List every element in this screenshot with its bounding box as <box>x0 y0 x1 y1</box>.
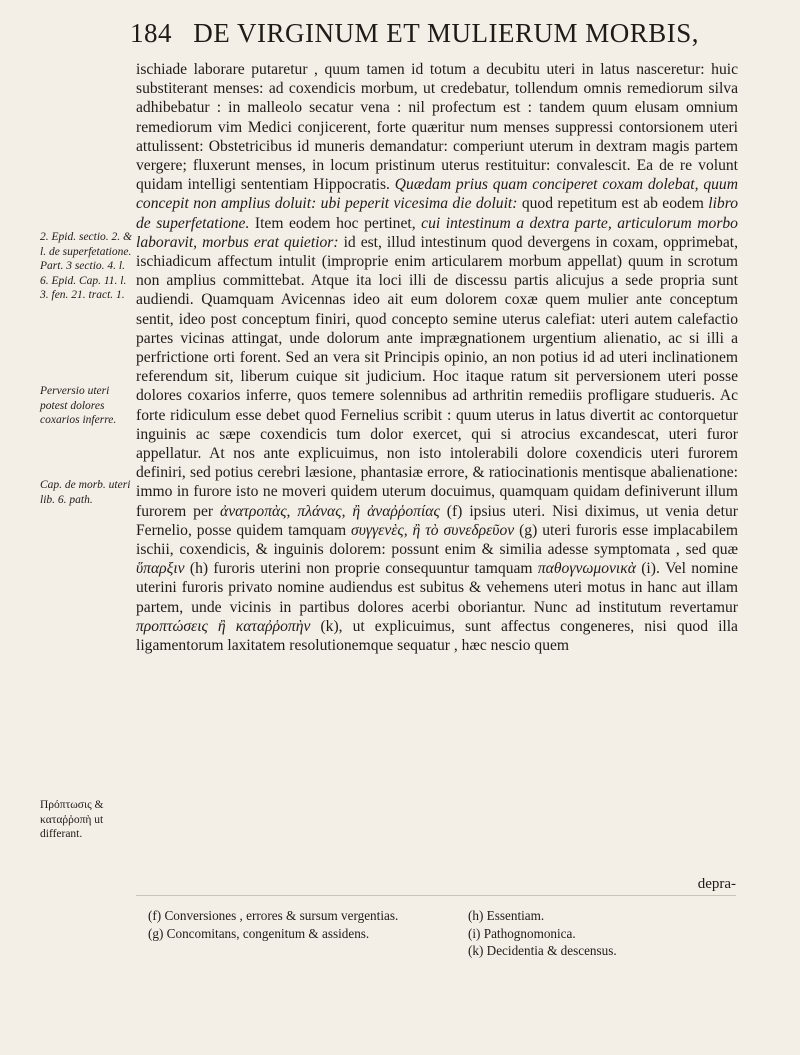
footnote-f: (f) Conversiones , errores & sursum vergentias. <box>148 908 399 923</box>
footnote-k: (k) Decidentia & descensus. <box>468 943 617 959</box>
greek-term: ἀνατροπὰς, πλάνας, ἢ ἀναῤῥοπίας <box>220 502 440 520</box>
running-title: DE VIRGINUM ET MULIERUM MORBIS, <box>193 18 700 48</box>
footnotes-right <box>468 908 748 961</box>
body-text: (f) ipsius uteri. Nisi diximus, ut venia detur Fernelio, posse quidem tamquam <box>136 502 738 539</box>
footnote-i: (i) Pathognomonica. <box>468 925 576 941</box>
italic-quote: Quædam prius quam conciperet coxam dolebat, quum concepit non amplius doluit: ubi peperit vicesima die doluit: <box>136 176 738 213</box>
margin-note-reference: Cap. de morb. uteri lib. 6. path. <box>40 479 131 506</box>
show-through-text-lower <box>752 640 800 750</box>
page-number: 184 <box>130 18 172 48</box>
greek-term: συγγενὲς, <box>351 521 408 539</box>
footnote-h: (h) Essentiam. <box>468 908 545 923</box>
main-text-block <box>136 60 738 655</box>
greek-term: παθογνωμονικὰ <box>537 560 636 578</box>
body-paragraph <box>136 60 738 655</box>
italic-quote: libro de superfetatione. <box>136 195 738 232</box>
body-text: quod repetitum est ab eodem <box>517 195 709 213</box>
body-text: (k), ut explicuimus, sunt affectus congeneres, nisi quod illa ligamentorum laxitatem resolutionemque sequatur , hæc nescio quem <box>136 617 738 655</box>
margin-note-perversio: Perversio uteri potest dolores coxarios inferre. <box>40 385 117 427</box>
catchword: depra- <box>697 876 736 892</box>
greek-term: ἢ τὸ συνεδρεῦον <box>412 521 515 539</box>
body-text: id est, illud intestinum quod devergens in coxam, opprimebat, ischiadicum affectum intulit (improprie enim articularem morbum appellat) quum in scrotum non amplius committebat. Atque ita loci illi de discessu partis alicujus a sede propria sunt audiendi. Quamquam Avicennas ideo ait eum dolorem coxæ quem mulier ante conceptum sentit, ideo post conceptum finiri, quod concepto semine uterus calefiat: uteri autem calefactio partes vicinas attingat, unde dolorum ante imprægnationem urgentium alienatio, ac si illi a perfrictione orti forent. Sed an vera sit Principis opinio, an non potius id ad uteri inclinationem referendum sit, liberum cuique sit judicium. Hoc itaque ratum sit perversionem uteri posse dolores coxarios inferre, quos temere solennibus ad arthritin remediis profligare studueris. Ac forte ridiculum esse debet quod Fernelius scribit : quum uterus in latus divertit ac contorquetur inguinis ac sæpe coxendicis tum dolor exercet, qui si atrocius excandescat, uteri furor appellatur. At nos ante explicuimus, non isto intolerabili dolore coxendicis uteri furorem definiri, sed potius cerebri læsione, phantasiæ errore, & ratiocinationis mentisque abalienatione: immo in furore isto ne moveri quidem uterum docuimus, quamquam quidam definiverunt illum furorem per <box>136 233 738 520</box>
greek-term: ὕπαρξιν <box>136 560 185 578</box>
body-text: (h) furoris uterini non proprie consequuntur tamquam <box>184 560 538 578</box>
body-text: Item eodem hoc pertinet, <box>249 214 422 232</box>
greek-term: προπτώσεις ἢ καταῤῥοπὴν <box>136 617 311 635</box>
footnote-separator <box>136 895 736 896</box>
footnotes-left <box>148 908 438 943</box>
body-text: ischiade laborare putaretur , quum tamen id totum a decubitu uteri in latus nasceretur: huic substiterant menses: ad coxendicis morbum, ut credebatur, tollendum omnis remediorum silva adhibebatur : in malleolo secatur vena : nil profectum est : tandem quum elusam omnium remediorum vim Medici conjicerent, forte quæritur num menses suppressi contorsionem uteri attulissent: Obstetricibus id muneris demandatur: comperiunt uterum in dextram magis partem vergere; fluxerunt menses, in locum pristinum uterus restituitur: convalescit. Ea de re volunt quidam intelligi sententiam Hippocratis. <box>136 61 738 194</box>
show-through-text <box>0 55 34 315</box>
body-text: (g) uteri furoris esse implacabilem ischii, coxendicis, & inguinis dolorem: possunt enim & similia adesse symptomata , sed quæ <box>136 521 739 559</box>
running-header <box>130 18 770 54</box>
footnote-g: (g) Concomitans, congenitum & assidens. <box>148 925 370 941</box>
italic-quote: cui intestinum a dextra parte, articulorum morbo laboravit, morbus erat quietior: <box>136 214 738 251</box>
margin-note-difference: Πρόπτωσις & καταῤῥοπὴ ut differant. <box>40 799 104 841</box>
body-text: (i). Vel nomine uterini furoris privato nomine audiendus est subitus & vehemens uteri motus in hanc aut illam partem, unde vicinis in partibus dolores acerbi oboriantur. Nunc ad institutum revertamur <box>136 560 738 616</box>
margin-note-references: 2. Epid. sectio. 2. & l. de superfetatione. Part. 3 sectio. 4. l. 6. Epid. Cap. 11. l. 3. fen. 21. tract. 1. <box>40 231 132 302</box>
